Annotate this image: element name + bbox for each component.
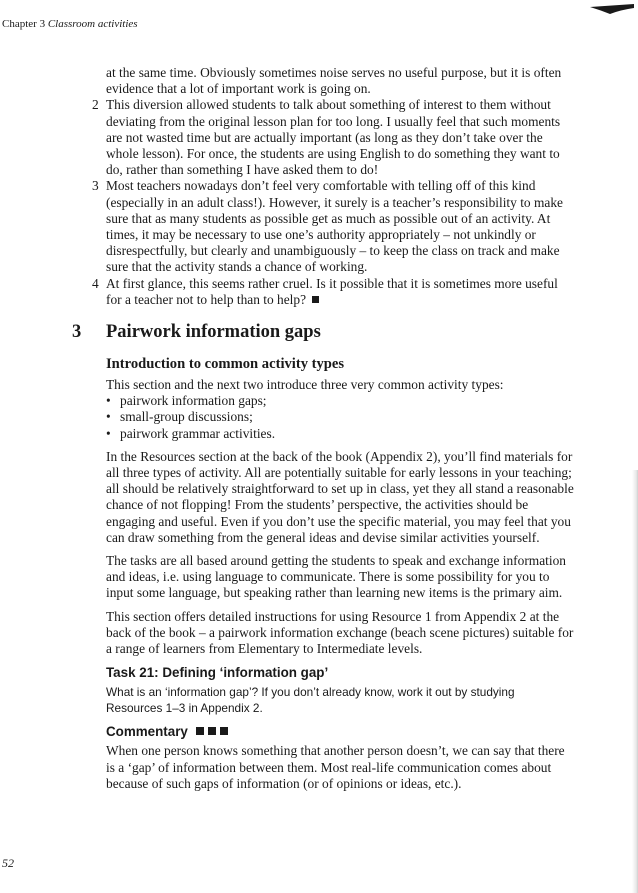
chapter-title: Classroom activities (47, 18, 138, 30)
activity-types-list (106, 393, 574, 442)
page-edge-shadow (632, 470, 638, 893)
list-item: • pairwork information gaps; (106, 393, 574, 409)
note-text: Most teachers nowadays don’t feel very comfortable with telling off of this kind (especially in an adult class!). However, it surely is a teacher’s responsibility to make sure that as many students as possible get as much as possible out of an activity. At times, it may be necessary to use one’s authority appropriately – not unkindly or disrespectfully, but clearly and unambiguously – to keep the class on track and make sure that the activity stands a chance of working. (106, 178, 563, 275)
note-text: This diversion allowed students to talk about something of interest to them without deviating from the original lesson plan for too long. I usually feel that such moments are not wasted time but are actually important (as long as they don’t take over the whole lesson). For once, the students are using English to do something they want to do, rather than something I have asked them to do! (106, 97, 561, 178)
body-paragraph: This section offers detailed instructions for using Resource 1 from Appendix 2 at the back of the book – a pairwork information exchange (beach scene pictures) suitable for a range of learners from Elementary to Intermediate levels. (106, 608, 574, 657)
task-body: What is an ‘information gap’? If you don’t already know, work it out by studying Resources 1–3 in Appendix 2. (106, 685, 515, 716)
note-number: 2 (92, 97, 99, 113)
corner-mark (590, 4, 634, 16)
continuation-text: at the same time. Obviously sometimes noise serves no useful purpose, but it is often evidence that a lot of important work is going on. (106, 65, 562, 97)
note-item (92, 97, 574, 178)
list-item: • pairwork grammar activities. (106, 426, 574, 442)
note-item (92, 275, 574, 308)
commentary-body: When one person knows something that another person doesn’t, we can say that there is a ‘gap’ of information between them. Most real-life communication comes about because of such gaps of information (or of opinions or ideas, etc.). (106, 743, 565, 791)
body-paragraph: In the Resources section at the back of the book (Appendix 2), you’ll find materials for all three types of activity. All are potentially suitable for early lessons in your teaching; all should be relatively straightforward to set up in class, yet they all stand a reasonable chance of not flopping! From the students’ perspective, the activities should be engaging and useful. Even if you don’t use the specific material, you may feel that you can draw something from the general ideas and devise similar activities yourself. (106, 448, 574, 545)
page-number: 52 (2, 856, 14, 870)
subsection-heading: Introduction to common activity types (106, 356, 345, 373)
note-number: 4 (92, 275, 99, 291)
page-body (72, 65, 574, 792)
notes-list (92, 97, 574, 308)
section-title: Pairwork information gaps (106, 322, 321, 343)
chapter-label: Chapter 3 (2, 18, 46, 30)
task-heading: Task 21: Defining ‘information gap’ (106, 665, 329, 681)
end-of-section-square-icon (312, 296, 319, 303)
square-icon (196, 727, 204, 735)
section-heading (72, 321, 574, 343)
section-number: 3 (72, 322, 82, 343)
commentary-title: Commentary (106, 724, 188, 740)
note-number: 3 (92, 178, 99, 194)
square-icon (220, 727, 228, 735)
commentary-heading (106, 723, 574, 740)
subsection-lead: This section and the next two introduce three very common activity types: (106, 377, 504, 393)
running-head (2, 18, 138, 30)
square-icon (208, 727, 216, 735)
note-text: At first glance, this seems rather cruel. Is it possible that it is sometimes more useful for a teacher not to help than to help? (106, 275, 558, 307)
note-item (92, 178, 574, 275)
list-item: • small-group discussions; (106, 409, 574, 425)
body-paragraph: The tasks are all based around getting the students to speak and exchange information and ideas, i.e. using language to communicate. There is some possibility for you to input some language, but speaking rather than learning new items is the primary aim. (106, 553, 566, 601)
